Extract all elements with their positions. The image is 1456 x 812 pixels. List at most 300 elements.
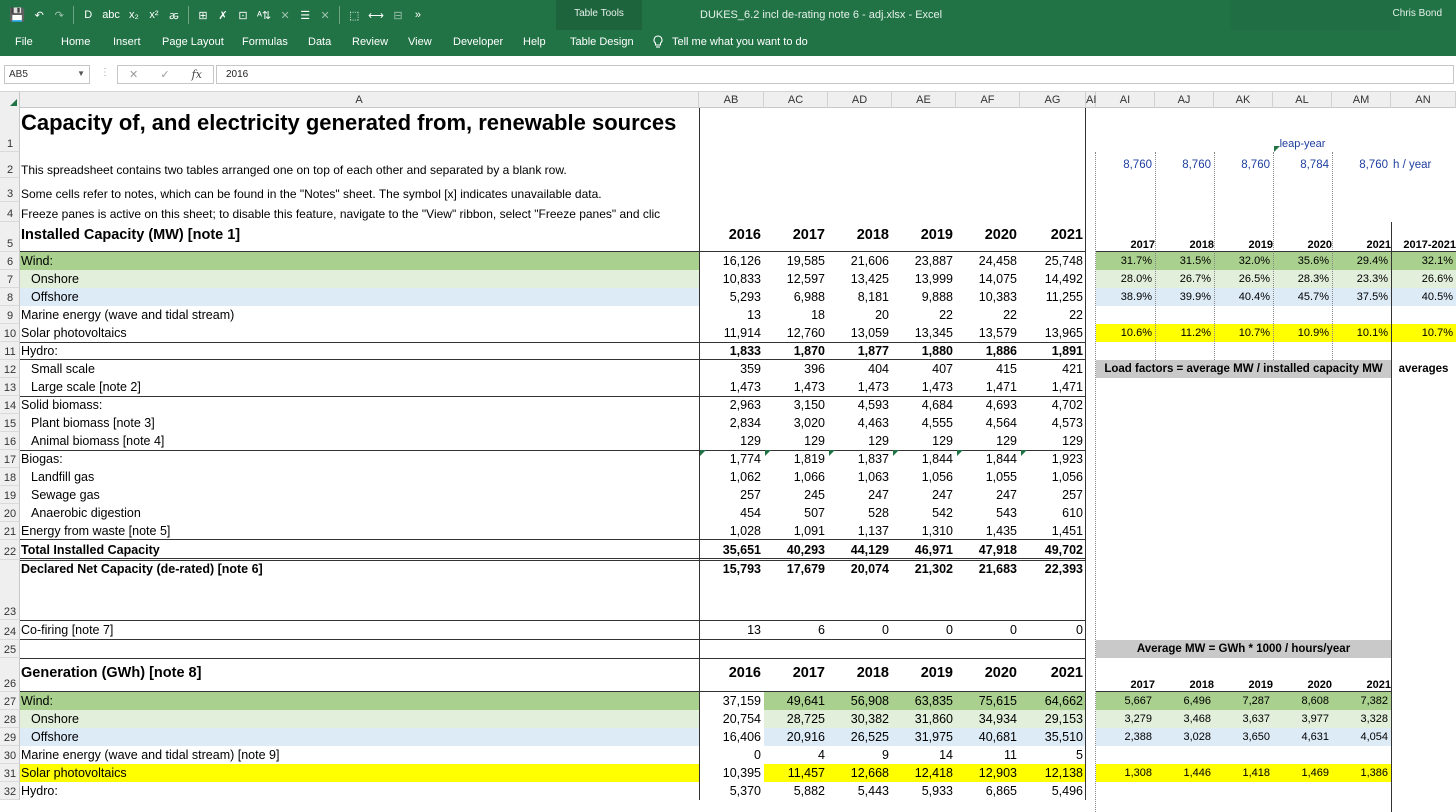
generation-value[interactable]: 4 (818, 748, 825, 762)
tab-developer[interactable]: Developer (453, 36, 504, 48)
capacity-value[interactable]: 1,063 (857, 470, 889, 484)
capacity-value[interactable]: 1,774 (729, 452, 761, 466)
tab-data[interactable]: Data (308, 36, 332, 48)
capacity-value[interactable]: 4,693 (985, 398, 1017, 412)
capacity-value[interactable]: 129 (868, 434, 889, 448)
declared-net-capacity-value[interactable]: 21,683 (978, 562, 1017, 576)
average-mw-year-header[interactable]: 2018 (1189, 679, 1214, 691)
row-label[interactable]: Hydro: (21, 344, 58, 358)
capacity-value[interactable]: 257 (740, 488, 761, 502)
capacity-value[interactable]: 396 (804, 362, 825, 376)
capacity-value[interactable]: 1,066 (793, 470, 825, 484)
capacity-value[interactable]: 13,345 (914, 326, 953, 340)
total-capacity-value[interactable]: 46,971 (914, 543, 953, 557)
load-factor-value[interactable]: 23.3% (1332, 270, 1391, 288)
row-header[interactable] (0, 222, 20, 252)
capacity-value[interactable]: 13,425 (850, 272, 889, 286)
capacity-value[interactable]: 4,463 (857, 416, 889, 430)
indent-icon[interactable]: ☰ (300, 9, 311, 22)
row-header[interactable] (0, 306, 20, 324)
column-header-an[interactable]: AN (1391, 92, 1456, 108)
average-mw-value[interactable]: 1,386 (1332, 764, 1391, 782)
capacity-year-header[interactable]: 2017 (792, 227, 825, 243)
capacity-value[interactable]: 610 (1062, 506, 1083, 520)
generation-value[interactable]: 20,916 (764, 728, 828, 746)
capacity-value[interactable]: 16,126 (722, 254, 761, 268)
capacity-value[interactable]: 1,870 (793, 344, 825, 358)
co-firing-label[interactable]: Co-firing [note 7] (21, 623, 114, 637)
capacity-value[interactable]: 1,473 (921, 380, 953, 394)
capacity-value[interactable]: 1,819 (793, 452, 825, 466)
capacity-value[interactable]: 1,028 (729, 524, 761, 538)
load-factor-value[interactable]: 10.1% (1332, 324, 1391, 342)
capacity-value[interactable]: 20 (875, 308, 889, 322)
redo-icon[interactable]: ↷ (54, 9, 64, 22)
error-indicator-icon[interactable] (700, 450, 706, 456)
capacity-value[interactable]: 8,181 (857, 290, 889, 304)
load-factor-value[interactable]: 32.0% (1214, 252, 1273, 270)
capacity-value[interactable]: 543 (996, 506, 1017, 520)
capacity-year-header[interactable]: 2019 (920, 227, 953, 243)
load-factor-year-header[interactable]: 2021 (1366, 239, 1391, 251)
sheet-title[interactable]: Capacity of, and electricity generated from, renewable sources (21, 110, 677, 135)
error-indicator-icon[interactable] (957, 450, 963, 456)
capacity-value[interactable]: 1,471 (985, 380, 1017, 394)
row-header[interactable] (0, 414, 20, 432)
average-mw-value[interactable]: 3,637 (1214, 710, 1273, 728)
capacity-value[interactable]: 1,473 (729, 380, 761, 394)
capacity-year-header[interactable]: 2016 (728, 227, 761, 243)
capacity-value[interactable]: 1,837 (857, 452, 889, 466)
generation-value[interactable]: 5,496 (1051, 784, 1083, 798)
total-capacity-label[interactable]: Total Installed Capacity (21, 543, 160, 557)
tab-table-design[interactable]: Table Design (570, 36, 634, 48)
average-mw-year-header[interactable]: 2017 (1130, 679, 1155, 691)
generation-year-header[interactable]: 2021 (1050, 665, 1083, 681)
average-mw-value[interactable]: 4,054 (1332, 728, 1391, 746)
tab-insert[interactable]: Insert (113, 36, 141, 48)
capacity-value[interactable]: 13,965 (1044, 326, 1083, 340)
hours-per-year[interactable]: 8,760 (1123, 159, 1152, 171)
generation-value[interactable]: 5,933 (921, 784, 953, 798)
co-firing-value[interactable]: 13 (747, 623, 761, 637)
enter-check-icon[interactable]: ✓ (160, 69, 170, 81)
column-header-ak[interactable]: AK (1214, 92, 1273, 108)
row-header[interactable] (0, 522, 20, 540)
capacity-value[interactable]: 1,844 (921, 452, 953, 466)
load-factor-year-header[interactable]: 2017 (1130, 239, 1155, 251)
tab-file[interactable]: File (15, 36, 33, 48)
tab-help[interactable]: Help (523, 36, 546, 48)
column-header-ab[interactable]: AB (699, 92, 764, 108)
generation-year-header[interactable]: 2016 (728, 665, 761, 681)
capacity-value[interactable]: 507 (804, 506, 825, 520)
column-header-ae[interactable]: AE (892, 92, 956, 108)
capacity-value[interactable]: 2,963 (729, 398, 761, 412)
tab-page-layout[interactable]: Page Layout (162, 36, 224, 48)
capacity-value[interactable]: 247 (868, 488, 889, 502)
capacity-value[interactable]: 415 (996, 362, 1017, 376)
column-header-ac[interactable]: AC (764, 92, 828, 108)
group-icon[interactable]: ⊞ (198, 9, 208, 22)
row-label[interactable]: Hydro: (21, 784, 58, 798)
column-header-ai[interactable]: AI (1096, 92, 1155, 108)
row-label[interactable]: Solid biomass: (21, 398, 103, 412)
generation-value[interactable]: 0 (754, 748, 761, 762)
capacity-value[interactable]: 11,914 (723, 326, 761, 340)
average-mw-value[interactable]: 1,418 (1214, 764, 1273, 782)
select-area-icon[interactable]: ⬚ (348, 9, 360, 22)
row-label[interactable]: Landfill gas (31, 470, 95, 484)
total-capacity-value[interactable]: 40,293 (786, 543, 825, 557)
error-indicator-icon[interactable] (893, 450, 899, 456)
average-mw-value[interactable]: 1,308 (1096, 764, 1155, 782)
capacity-value[interactable]: 10,833 (722, 272, 761, 286)
row-header[interactable] (0, 504, 20, 522)
capacity-value[interactable]: 22 (939, 308, 953, 322)
error-indicator-icon[interactable] (1274, 146, 1280, 152)
row-header[interactable] (0, 324, 20, 342)
tab-formulas[interactable]: Formulas (242, 36, 288, 48)
capacity-value[interactable]: 19,585 (786, 254, 825, 268)
generation-value[interactable]: 5,370 (729, 784, 761, 798)
capacity-value[interactable]: 18 (811, 308, 825, 322)
generation-value[interactable]: 6,865 (985, 784, 1017, 798)
average-mw-value[interactable]: 8,608 (1273, 692, 1332, 710)
capacity-value[interactable]: 13 (747, 308, 761, 322)
generation-value[interactable]: 10,395 (722, 766, 761, 780)
row-label[interactable]: Offshore (20, 728, 699, 746)
row-label[interactable]: Solar photovoltaics (21, 326, 127, 340)
average-mw-value[interactable]: 3,328 (1332, 710, 1391, 728)
column-header-a[interactable]: A (20, 92, 699, 108)
row-header[interactable] (0, 746, 20, 764)
column-header-ad[interactable]: AD (828, 92, 892, 108)
capacity-value[interactable]: 3,150 (793, 398, 825, 412)
row-header[interactable] (0, 728, 20, 746)
capacity-value[interactable]: 1,137 (857, 524, 889, 538)
column-header-aj[interactable]: AJ (1155, 92, 1214, 108)
intro-text-2[interactable]: Some cells refer to notes, which can be found in the "Notes" sheet. The symbol [x] indicates unavailable data. (21, 187, 602, 201)
name-box[interactable] (4, 65, 90, 84)
load-factor-value[interactable]: 35.6% (1273, 252, 1332, 270)
row-header[interactable] (0, 270, 20, 288)
generation-table-heading[interactable]: Generation (GWh) [note 8] (21, 665, 202, 681)
capacity-value[interactable]: 22 (1003, 308, 1017, 322)
average-mw-value[interactable]: 3,468 (1155, 710, 1214, 728)
capacity-value[interactable]: 359 (740, 362, 761, 376)
load-factor-value[interactable]: 26.5% (1214, 270, 1273, 288)
capacity-value[interactable]: 542 (932, 506, 953, 520)
capacity-value[interactable]: 10,383 (978, 290, 1017, 304)
row-header[interactable] (0, 252, 20, 270)
capacity-value[interactable]: 1,891 (1051, 344, 1083, 358)
error-indicator-icon[interactable] (765, 450, 771, 456)
average-mw-year-header[interactable]: 2020 (1307, 679, 1332, 691)
load-factor-year-header[interactable]: 2017-2021 (1403, 239, 1456, 251)
generation-value[interactable]: 34,934 (956, 710, 1020, 728)
load-factor-year-header[interactable]: 2020 (1307, 239, 1332, 251)
declared-net-capacity-value[interactable]: 21,302 (914, 562, 953, 576)
capacity-value[interactable]: 14,492 (1044, 272, 1083, 286)
intro-text-1[interactable]: This spreadsheet contains two tables arranged one on top of each other and separated by a blank row. (21, 163, 567, 177)
declared-net-capacity-value[interactable]: 15,793 (722, 562, 761, 576)
generation-value[interactable]: 40,681 (956, 728, 1020, 746)
intro-text-3[interactable]: Freeze panes is active on this sheet; to disable this feature, navigate to the "View" ribbon, select "Freeze panes" and clic (21, 207, 661, 221)
select-all-button[interactable] (0, 92, 20, 108)
generation-value[interactable]: 28,725 (764, 710, 828, 728)
capacity-value[interactable]: 11,255 (1045, 290, 1083, 304)
tell-me-search[interactable] (652, 35, 808, 49)
load-factor-value[interactable]: 11.2% (1155, 324, 1214, 342)
capacity-value[interactable]: 257 (1062, 488, 1083, 502)
capacity-year-header[interactable]: 2018 (856, 227, 889, 243)
capacity-value[interactable]: 1,310 (921, 524, 953, 538)
leap-year-note[interactable]: leap-year (1279, 138, 1326, 150)
capacity-value[interactable]: 1,886 (985, 344, 1017, 358)
declared-net-capacity-label[interactable]: Declared Net Capacity (de-rated) [note 6] (21, 562, 263, 576)
error-indicator-icon[interactable] (1021, 450, 1027, 456)
generation-value[interactable]: 5,443 (857, 784, 889, 798)
capacity-value[interactable]: 1,473 (793, 380, 825, 394)
row-header[interactable] (0, 432, 20, 450)
row-label[interactable]: Animal biomass [note 4] (31, 434, 165, 448)
row-label[interactable]: Wind: (20, 692, 699, 710)
generation-value[interactable]: 12,903 (956, 764, 1020, 782)
strikethrough-icon[interactable]: abc (102, 9, 120, 21)
row-header[interactable] (0, 486, 20, 504)
hours-per-year[interactable]: 8,760 (1182, 159, 1211, 171)
capacity-value[interactable]: 14,075 (978, 272, 1017, 286)
declared-net-capacity-value[interactable]: 17,679 (786, 562, 825, 576)
capacity-value[interactable]: 1,435 (985, 524, 1017, 538)
co-firing-value[interactable]: 0 (1010, 623, 1017, 637)
load-factor-value[interactable]: 10.6% (1096, 324, 1155, 342)
load-factor-value[interactable]: 26.6% (1391, 270, 1456, 288)
column-header-af[interactable]: AF (956, 92, 1020, 108)
generation-year-header[interactable]: 2020 (984, 665, 1017, 681)
row-label[interactable]: Marine energy (wave and tidal stream) (21, 308, 235, 322)
average-mw-value[interactable]: 3,279 (1096, 710, 1155, 728)
generation-value[interactable]: 20,754 (722, 712, 761, 726)
row-header[interactable] (0, 540, 20, 560)
row-label[interactable]: Offshore (20, 288, 699, 306)
generation-year-header[interactable]: 2018 (856, 665, 889, 681)
average-mw-value[interactable]: 3,977 (1273, 710, 1332, 728)
generation-value[interactable]: 37,159 (722, 694, 761, 708)
generation-value[interactable]: 63,835 (892, 692, 956, 710)
more-icon[interactable]: » (414, 9, 421, 21)
average-mw-value[interactable]: 1,446 (1155, 764, 1214, 782)
capacity-value[interactable]: 4,702 (1051, 398, 1083, 412)
close-x-icon[interactable]: ✕ (280, 9, 290, 22)
generation-value[interactable]: 16,406 (722, 730, 761, 744)
total-capacity-value[interactable]: 47,918 (978, 543, 1017, 557)
average-mw-value[interactable]: 2,388 (1096, 728, 1155, 746)
average-mw-value[interactable]: 7,287 (1214, 692, 1273, 710)
capacity-value[interactable]: 528 (868, 506, 889, 520)
load-factor-value[interactable]: 10.7% (1391, 324, 1456, 342)
load-factor-value[interactable]: 28.3% (1273, 270, 1332, 288)
column-header-ag[interactable]: AG (1020, 92, 1086, 108)
row-header[interactable] (0, 152, 20, 178)
row-header[interactable] (0, 202, 20, 222)
load-factor-value[interactable]: 40.4% (1214, 288, 1273, 306)
capacity-value[interactable]: 1,880 (921, 344, 953, 358)
column-header-am[interactable]: AM (1332, 92, 1391, 108)
generation-year-header[interactable]: 2019 (920, 665, 953, 681)
superscript-icon[interactable]: x² (149, 9, 159, 21)
capacity-value[interactable]: 129 (804, 434, 825, 448)
total-capacity-value[interactable]: 35,651 (722, 543, 761, 557)
capacity-value[interactable]: 13,999 (914, 272, 953, 286)
row-header[interactable] (0, 342, 20, 360)
sort-icon[interactable]: ᴬ⇅ (256, 9, 272, 22)
average-mw-value[interactable]: 3,028 (1155, 728, 1214, 746)
load-factor-value[interactable]: 28.0% (1096, 270, 1155, 288)
average-mw-year-header[interactable]: 2021 (1366, 679, 1391, 691)
generation-value[interactable]: 56,908 (828, 692, 892, 710)
generation-value[interactable]: 9 (882, 748, 889, 762)
average-mw-value[interactable]: 3,650 (1214, 728, 1273, 746)
row-header[interactable] (0, 692, 20, 710)
capacity-value[interactable]: 6,988 (793, 290, 825, 304)
generation-value[interactable]: 5 (1076, 748, 1083, 762)
user-name[interactable]: Chris Bond (1392, 8, 1442, 19)
capacity-value[interactable]: 129 (932, 434, 953, 448)
capacity-value[interactable]: 2,834 (729, 416, 761, 430)
generation-value[interactable]: 12,668 (828, 764, 892, 782)
column-width-icon[interactable]: ⟷ (368, 9, 384, 22)
row-header[interactable] (0, 360, 20, 378)
capacity-value[interactable]: 13,059 (850, 326, 889, 340)
clear-format-icon[interactable]: ✗ (218, 9, 228, 22)
underline-icon[interactable]: D (84, 9, 93, 21)
tab-home[interactable]: Home (61, 36, 91, 48)
capacity-value[interactable]: 12,760 (786, 326, 825, 340)
subscript-icon[interactable]: x₂ (129, 9, 139, 21)
insert-function-icon[interactable]: fx (191, 68, 202, 81)
capacity-value[interactable]: 1,923 (1051, 452, 1083, 466)
load-factor-value[interactable]: 10.9% (1273, 324, 1332, 342)
capacity-value[interactable]: 247 (932, 488, 953, 502)
capacity-value[interactable]: 3,020 (793, 416, 825, 430)
row-label[interactable]: Small scale (31, 362, 95, 376)
row-label[interactable]: Solar photovoltaics (20, 764, 699, 782)
row-header[interactable] (0, 288, 20, 306)
capacity-value[interactable]: 1,473 (857, 380, 889, 394)
capacity-year-header[interactable]: 2021 (1050, 227, 1083, 243)
capacity-value[interactable]: 21,606 (850, 254, 889, 268)
load-factor-value[interactable]: 39.9% (1155, 288, 1214, 306)
generation-value[interactable]: 14 (939, 748, 953, 762)
capacity-value[interactable]: 4,555 (921, 416, 953, 430)
generation-value[interactable]: 26,525 (828, 728, 892, 746)
row-header[interactable] (0, 640, 20, 658)
load-factor-value[interactable]: 26.7% (1155, 270, 1214, 288)
hours-per-year[interactable]: 8,784 (1300, 159, 1329, 171)
close-x-icon[interactable]: ✕ (320, 9, 330, 22)
spreadsheet-grid[interactable] (0, 92, 1456, 812)
load-factor-value[interactable]: 31.7% (1096, 252, 1155, 270)
co-firing-value[interactable]: 6 (818, 623, 825, 637)
co-firing-value[interactable]: 0 (882, 623, 889, 637)
declared-net-capacity-value[interactable]: 20,074 (850, 562, 889, 576)
row-label[interactable]: Onshore (20, 710, 699, 728)
capacity-table-heading[interactable]: Installed Capacity (MW) [note 1] (21, 227, 241, 243)
capacity-year-header[interactable]: 2020 (984, 227, 1017, 243)
row-header[interactable] (0, 468, 20, 486)
row-header[interactable] (0, 450, 20, 468)
load-factor-value[interactable]: 37.5% (1332, 288, 1391, 306)
load-factor-value[interactable]: 45.7% (1273, 288, 1332, 306)
load-factor-value[interactable]: 10.7% (1214, 324, 1273, 342)
generation-value[interactable]: 5,882 (793, 784, 825, 798)
row-header[interactable] (0, 378, 20, 396)
hours-per-year[interactable]: 8,760 (1241, 159, 1270, 171)
total-capacity-value[interactable]: 44,129 (850, 543, 889, 557)
capacity-value[interactable]: 1,844 (985, 452, 1017, 466)
capacity-value[interactable]: 1,062 (729, 470, 761, 484)
dim-icon[interactable]: ⊟ (393, 9, 403, 22)
capacity-value[interactable]: 12,597 (786, 272, 825, 286)
row-label[interactable]: Energy from waste [note 5] (21, 524, 171, 538)
capacity-value[interactable]: 5,293 (729, 290, 761, 304)
save-icon[interactable]: 💾 (9, 7, 26, 22)
ungroup-icon[interactable]: ⊡ (238, 9, 248, 22)
load-factor-year-header[interactable]: 2018 (1189, 239, 1214, 251)
average-mw-year-header[interactable]: 2019 (1248, 679, 1273, 691)
row-label[interactable]: Plant biomass [note 3] (31, 416, 155, 430)
capacity-value[interactable]: 25,748 (1044, 254, 1083, 268)
capacity-value[interactable]: 1,451 (1051, 524, 1083, 538)
generation-value[interactable]: 12,138 (1020, 764, 1086, 782)
capacity-value[interactable]: 407 (932, 362, 953, 376)
generation-value[interactable]: 30,382 (828, 710, 892, 728)
row-header[interactable] (0, 560, 20, 620)
generation-value[interactable]: 35,510 (1020, 728, 1086, 746)
generation-value[interactable]: 75,615 (956, 692, 1020, 710)
capacity-value[interactable]: 1,056 (1051, 470, 1083, 484)
generation-value[interactable]: 29,153 (1020, 710, 1086, 728)
row-label[interactable]: Wind: (20, 252, 699, 270)
load-factor-value[interactable]: 40.5% (1391, 288, 1456, 306)
load-factor-value[interactable]: 31.5% (1155, 252, 1214, 270)
row-header[interactable] (0, 178, 20, 202)
undo-icon[interactable]: ↶ (34, 9, 44, 22)
co-firing-value[interactable]: 0 (1076, 623, 1083, 637)
capacity-value[interactable]: 129 (1062, 434, 1083, 448)
capacity-value[interactable]: 1,877 (857, 344, 889, 358)
row-label[interactable]: Sewage gas (31, 488, 100, 502)
formula-input[interactable]: 2016 (216, 65, 1454, 84)
generation-value[interactable]: 12,418 (892, 764, 956, 782)
capacity-value[interactable]: 9,888 (921, 290, 953, 304)
row-header[interactable] (0, 764, 20, 782)
error-indicator-icon[interactable] (829, 450, 835, 456)
capacity-value[interactable]: 1,056 (921, 470, 953, 484)
generation-value[interactable]: 49,641 (764, 692, 828, 710)
generation-year-header[interactable]: 2017 (792, 665, 825, 681)
column-header-ai[interactable]: AI (1086, 94, 1097, 106)
generation-value[interactable]: 11,457 (764, 764, 828, 782)
capacity-value[interactable]: 22 (1069, 308, 1083, 322)
capacity-value[interactable]: 421 (1062, 362, 1083, 376)
tab-review[interactable]: Review (352, 36, 389, 48)
co-firing-value[interactable]: 0 (946, 623, 953, 637)
capacity-value[interactable]: 247 (996, 488, 1017, 502)
generation-value[interactable]: 31,860 (892, 710, 956, 728)
